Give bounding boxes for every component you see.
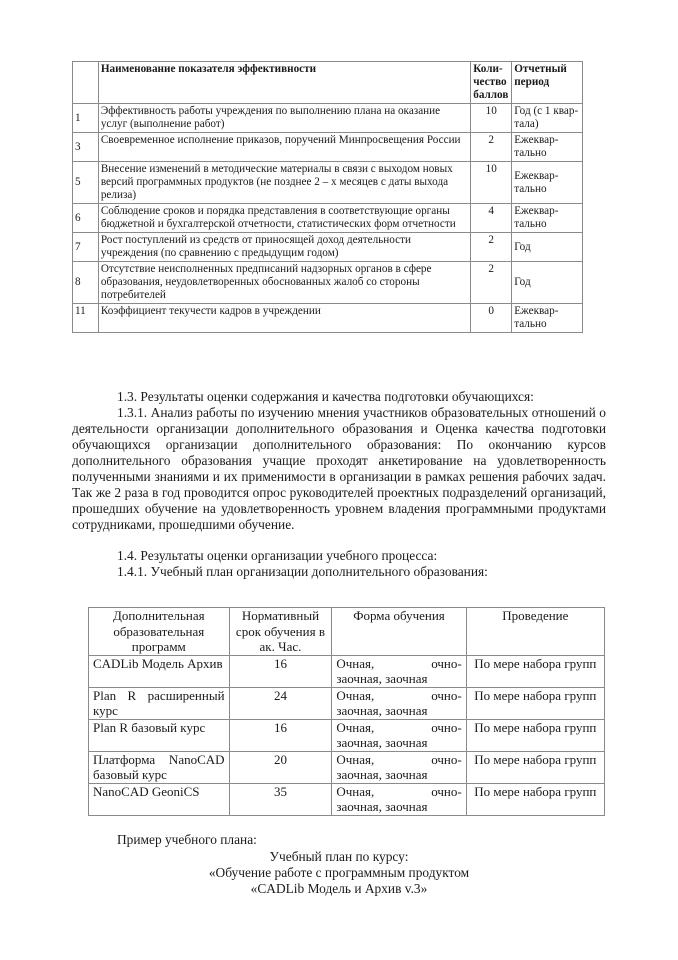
row-program: NanoCAD GeoniCS — [89, 783, 230, 815]
row-conduct: По мере набора групп — [466, 655, 604, 687]
row-form — [332, 783, 466, 815]
table-row — [73, 204, 583, 233]
form-part: Очная, — [336, 751, 375, 767]
example-plan-title-line3: «CADLib Модель и Архив v.3» — [250, 881, 428, 896]
row-num: 8 — [73, 262, 99, 304]
row-num: 3 — [73, 133, 99, 162]
section-1-3-1-paragraph: 1.3.1. Анализ работы по изучению мнения участников образовательных отношений о деятельности организации дополнительного образования и Оценка качества подготовки обучающихся организации дополнительного образования: По окончанию курсов дополнительного образования учащие проходят анкетирование на удовлетворенность полученными знаниями и их применимости в организации в рамках решения рабочих задач. Так же 2 раза в год проводится опрос руководителей проектных подразделений организаций, прошедших обучение на удовлетворенность уровнем владения программными продуктами сотрудниками, прошедшими обучение. — [72, 405, 606, 532]
row-num: 5 — [73, 162, 99, 204]
example-plan-title-line2: «Обучение работе с программным продуктом — [208, 865, 470, 880]
header-indicator-name: Наименование показателя эффективности — [98, 62, 470, 104]
row-num: 6 — [73, 204, 99, 233]
form-part: заочная, заочная — [336, 767, 428, 782]
table-header-row — [73, 62, 583, 104]
row-num: 1 — [73, 104, 99, 133]
row-score: 10 — [471, 104, 512, 133]
row-score: 2 — [471, 233, 512, 262]
section-1-3-heading: 1.3. Результаты оценки содержания и качества подготовки обучающихся: — [117, 389, 534, 404]
example-plan-intro: Пример учебного плана: — [117, 832, 257, 847]
row-indicator: Соблюдение сроков и порядка представления в соответствующие органы бюджетной и бухгалтерской отчетности, статистических форм отчетности — [98, 204, 470, 233]
form-part: заочная, заочная — [336, 735, 428, 750]
header-program: Дополнительная образовательная программ — [89, 608, 230, 656]
form-part: очно- — [431, 783, 462, 799]
row-score: 0 — [471, 304, 512, 333]
row-indicator: Внесение изменений в методические материалы в связи с выходом новых версий программных продуктов (не позднее 2 – х месяцев с даты выхода релиза) — [98, 162, 470, 204]
row-hours: 20 — [229, 751, 332, 783]
row-period: Ежеквар-тально — [512, 204, 583, 233]
form-part: Очная, — [336, 719, 375, 735]
section-1-4-1-subheading: 1.4.1. Учебный план организации дополнительного образования: — [117, 564, 488, 579]
table-row — [73, 104, 583, 133]
row-indicator: Эффективность работы учреждения по выполнению плана на оказание услуг (выполнение работ) — [98, 104, 470, 133]
curriculum-table — [88, 607, 605, 816]
row-hours: 35 — [229, 783, 332, 815]
row-indicator: Отсутствие неисполненных предписаний надзорных органов в сфере образования, неудовлетворенных обоснованных жалоб со стороны потребителей — [98, 262, 470, 304]
table-row — [73, 162, 583, 204]
section-1-4-heading: 1.4. Результаты оценки организации учебного процесса: — [117, 548, 438, 563]
row-form — [332, 655, 466, 687]
row-conduct: По мере набора групп — [466, 719, 604, 751]
row-period: Ежеквар-тально — [512, 133, 583, 162]
form-part: очно- — [431, 751, 462, 767]
table-row — [89, 783, 605, 815]
row-form — [332, 751, 466, 783]
row-num: 11 — [73, 304, 99, 333]
row-indicator: Своевременное исполнение приказов, поручений Минпросвещения России — [98, 133, 470, 162]
row-score: 10 — [471, 162, 512, 204]
form-part: очно- — [431, 719, 462, 735]
row-period: Ежеквар-тально — [512, 304, 583, 333]
row-indicator: Рост поступлений из средств от приносящей доход деятельности учреждения (по сравнению с предыдущим годом) — [98, 233, 470, 262]
row-period: Год (с 1 квар-тала) — [512, 104, 583, 133]
row-form — [332, 687, 466, 719]
form-part: заочная, заочная — [336, 671, 428, 686]
table-row — [89, 687, 605, 719]
table-row — [73, 133, 583, 162]
table-row — [73, 233, 583, 262]
form-part: Очная, — [336, 655, 375, 671]
row-num: 7 — [73, 233, 99, 262]
table-row — [73, 304, 583, 333]
row-program: Plan R базовый курс — [89, 719, 230, 751]
form-part: Очная, — [336, 687, 375, 703]
row-conduct: По мере набора групп — [466, 687, 604, 719]
form-part: заочная, заочная — [336, 703, 428, 718]
row-score: 2 — [471, 133, 512, 162]
table-header-row — [89, 608, 605, 656]
row-indicator: Коэффициент текучести кадров в учреждении — [98, 304, 470, 333]
row-conduct: По мере набора групп — [466, 751, 604, 783]
header-conduct: Проведение — [466, 608, 604, 656]
row-program: Plan R расширенный курс — [89, 687, 230, 719]
form-part: очно- — [431, 687, 462, 703]
example-plan-title-line1: Учебный план по курсу: — [269, 849, 409, 864]
row-program: Платформа NanoCAD базовый курс — [89, 751, 230, 783]
form-part: очно- — [431, 655, 462, 671]
efficiency-indicators-table — [72, 61, 583, 333]
form-part: заочная, заочная — [336, 799, 428, 814]
row-hours: 16 — [229, 719, 332, 751]
table-row — [89, 655, 605, 687]
row-hours: 16 — [229, 655, 332, 687]
header-period: Отчетный период — [512, 62, 583, 104]
header-hours: Нормативный срок обучения в ак. Час. — [229, 608, 332, 656]
row-program: CADLib Модель Архив — [89, 655, 230, 687]
header-score: Коли-чество баллов — [471, 62, 512, 104]
row-period: Ежеквар-тально — [512, 162, 583, 204]
row-score: 2 — [471, 262, 512, 304]
row-conduct: По мере набора групп — [466, 783, 604, 815]
table-row — [89, 719, 605, 751]
row-form — [332, 719, 466, 751]
form-part: Очная, — [336, 783, 375, 799]
row-period: Год — [512, 233, 583, 262]
header-form: Форма обучения — [332, 608, 466, 656]
row-period: Год — [512, 262, 583, 304]
table-row — [73, 262, 583, 304]
header-num — [73, 62, 99, 104]
row-hours: 24 — [229, 687, 332, 719]
row-score: 4 — [471, 204, 512, 233]
table-row — [89, 751, 605, 783]
